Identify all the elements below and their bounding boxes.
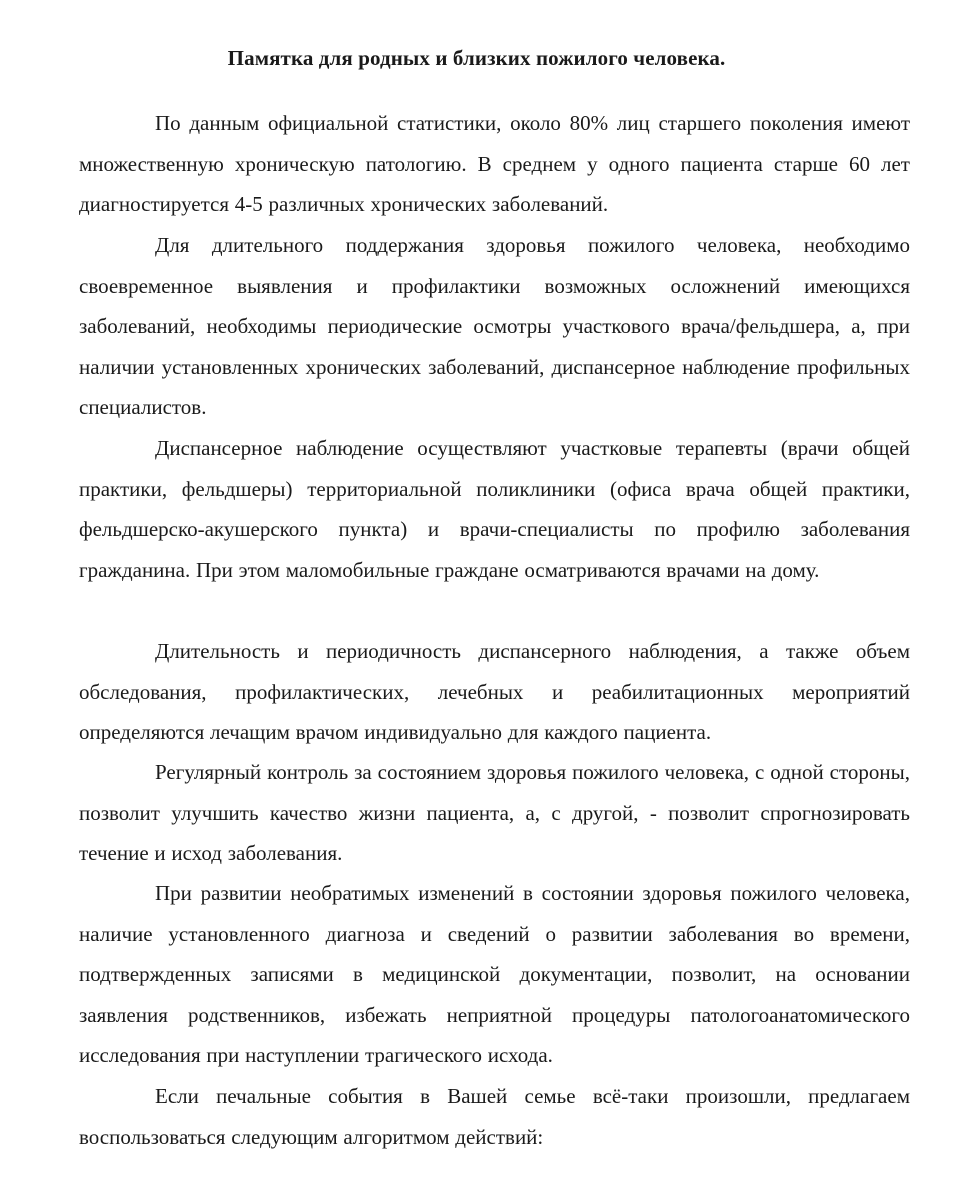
paragraph-regular-control: Регулярный контроль за состоянием здоровья пожилого человека, с одной стороны, позволит улучшить качество жизни пациента, а, с другой, - позволит спрогнозировать течение и исход заболевания. — [79, 760, 910, 866]
paragraph-duration-periodicity: Длительность и периодичность диспансерного наблюдения, а также объем обследования, профилактических, лечебных и реабилитационных мероприятий определяются лечащим врачом индивидуально для каждого пациента. — [79, 639, 910, 745]
paragraph-health-maintenance: Для длительного поддержания здоровья пожилого человека, необходимо своевременное выявления и профилактики возможных осложнений имеющихся заболеваний, необходимы периодические осмотры участкового врача/фельдшера, а, при наличии установленных хронических заболеваний, диспансерное наблюдение профильных специалистов. — [79, 233, 910, 420]
paragraph-dispensary-observation: Диспансерное наблюдение осуществляют участковые терапевты (врачи общей практики, фельдшеры) территориальной поликлиники (офиса врача общей практики, фельдшерско-акушерского пункта) и врачи-специалисты по профилю заболевания гражданина. При этом маломобильные граждане осматриваются врачами на дому. — [79, 436, 910, 582]
paragraph-irreversible-changes: При развитии необратимых изменений в состоянии здоровья пожилого человека, наличие установленного диагноза и сведений о развитии заболевания во времени, подтвержденных записями в медицинской документации, позволит, на основании заявления родственников, избежать неприятной процедуры патологоанатомического исследования при наступлении трагического исхода. — [79, 881, 910, 1068]
document-title: Памятка для родных и близких пожилого человека. — [227, 46, 726, 70]
paragraph-statistics: По данным официальной статистики, около 80% лиц старшего поколения имеют множественную хроническую патологию. В среднем у одного пациента старше 60 лет диагностируется 4-5 различных хронических заболеваний. — [79, 111, 910, 217]
paragraph-algorithm-intro: Если печальные события в Вашей семье всё-таки произошли, предлагаем воспользоваться следующим алгоритмом действий: — [79, 1084, 910, 1149]
